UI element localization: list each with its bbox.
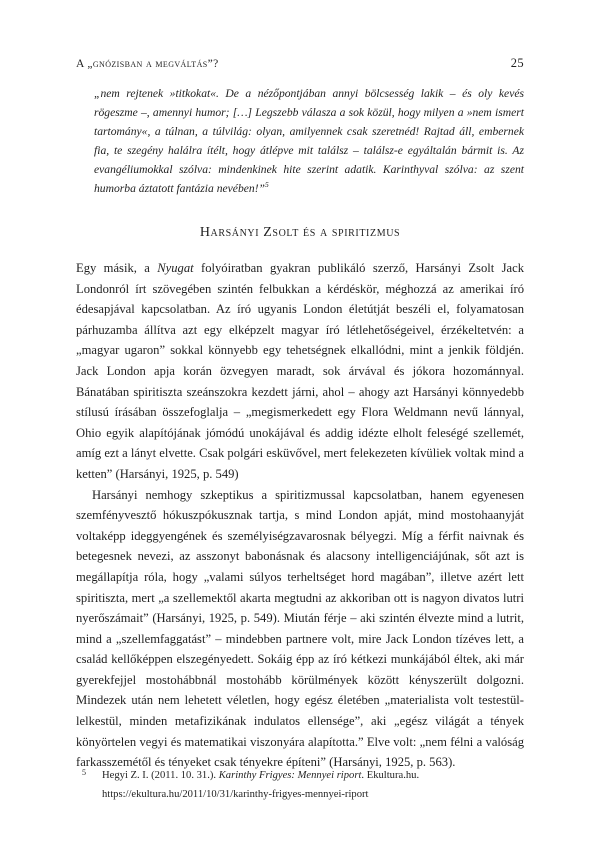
paragraph-1-text-a: Egy másik, a <box>76 261 158 275</box>
running-title: A „gnózisban a megváltás”? <box>76 58 219 70</box>
body-text <box>76 258 524 773</box>
footnote <box>82 767 524 804</box>
section-heading: Harsányi Zsolt és a spiritizmus <box>199 225 401 240</box>
paragraph-1 <box>76 258 524 485</box>
paragraph-2: Harsányi nemhogy szkeptikus a spiritizmussal kapcsolatban, hanem egyenesen szemfényvesztő hókuszpókusznak tartja, s mind London apját, mind mostohaanyját voltaképp ideggyengének és személyiségzavarosnak bélyegzi. Míg a férfit naivnak és betegesnek nevezi, az asszonyt babonásnak és alacsony intelligenciájúnak, sőt azt is megállapítja róla, hogy „valami súlyos terheltséget hord magában”, illetve azért lett spiritiszta, mert „a szellemektől akarta megtudni az akkoriban ott is nagyon divatos lutri nyerőszámait” (Harsányi, 1925, p. 549). Miután férje – aki szintén élvezte mind a lutrit, mind a „szellemfaggatást” – mindebben partnere volt, mire Jack London tízéves lett, a család kellőképpen elszegényedett. Sokáig épp az író kétkezi munkájából éltek, aki már gyerekfejjel mostohábbnál mostohább körülmények között kényszerült dolgozni. Mindezek után nem lehetett véletlen, hogy egész életében „materialista volt testestül-lelkestül, minden metafizikának indulatos ellensége”, aki „egész világát a tények könyörtelen vegyi és matematikai viszonyára alapította.” Elve volt: „nem félni a valóság farkasszemétől és tényeket csak tényekre építeni” (Harsányi, 1925, p. 563). <box>76 487 524 770</box>
footnote-title: Karinthy Frigyes: Mennyei riport <box>218 770 362 781</box>
page-number: 25 <box>510 56 524 70</box>
quote-text: „nem rejtenek »titkokat«. De a nézőpontjában annyi bölcsesség lakik – és oly kevés rögeszme –, amennyi humor; […] Legszebb válasza a sok közül, hogy milyen a »nem ismert tartomány«, a túlnan, a túlvilág: olyan, amilyennek csak szeretnéd! Rajtad áll, embernek fia, te szegény halálra ítélt, hogy átlépve mit találsz – találsz-e egyáltalán bármit is. Az evangéliumokkal szólva: mindenkinek hite szerint adatik. Karinthyval szólva: az szent humorba áztatott fantázia nevében!” <box>94 87 524 195</box>
paragraph-1-text-b: folyóiratban gyakran publikáló szerző, Harsányi Zsolt Jack Londonról írt szövegében szintén felbukkan a kérdéskör, méghozzá az amerikai író édesapjával kapcsolatban. Az író ugyanis London életútját beszéli el, folyamatosan párhuzamba állítva azt egy elképzelt magyar író létlehetőségeivel, érzékeltetvén: a „magyar ugaron” sokkal könnyebb egy tehetségnek elkallódni, mint a jenkik földjén. Jack London apja korán özvegyen maradt, sok árvával és jókora hozománnyal. Bánatában spiritiszta szeánszokra kezdett járni, ahol – ahogy azt Harsányi könnyedebb stílusú írásában összefoglalja – „megismerkedett egy Flora Weldmann nevű lánnyal, Ohio egyik alapítójának jómódú unokájával és addig idézte elholt feleségé szellemét, amíg ezt a lányt elvette. Csak polgári esküvővel, mert felekezeten kívüliek voltak mind a ketten” (Harsányi, 1925, p. 549) <box>76 261 524 481</box>
running-head <box>76 56 524 71</box>
footnote-author: Hegyi Z. I. (2011. 10. 31.). <box>102 770 219 781</box>
block-quote <box>94 84 524 198</box>
footnote-source: . Ekultura.hu. https://ekultura.hu/2011/10/31/karinthy-frigyes-mennyei-riport <box>102 770 420 800</box>
journal-title: Nyugat <box>157 261 194 275</box>
footnote-mark: 5 <box>82 768 86 777</box>
footnote-reference[interactable]: 5 <box>265 180 269 190</box>
